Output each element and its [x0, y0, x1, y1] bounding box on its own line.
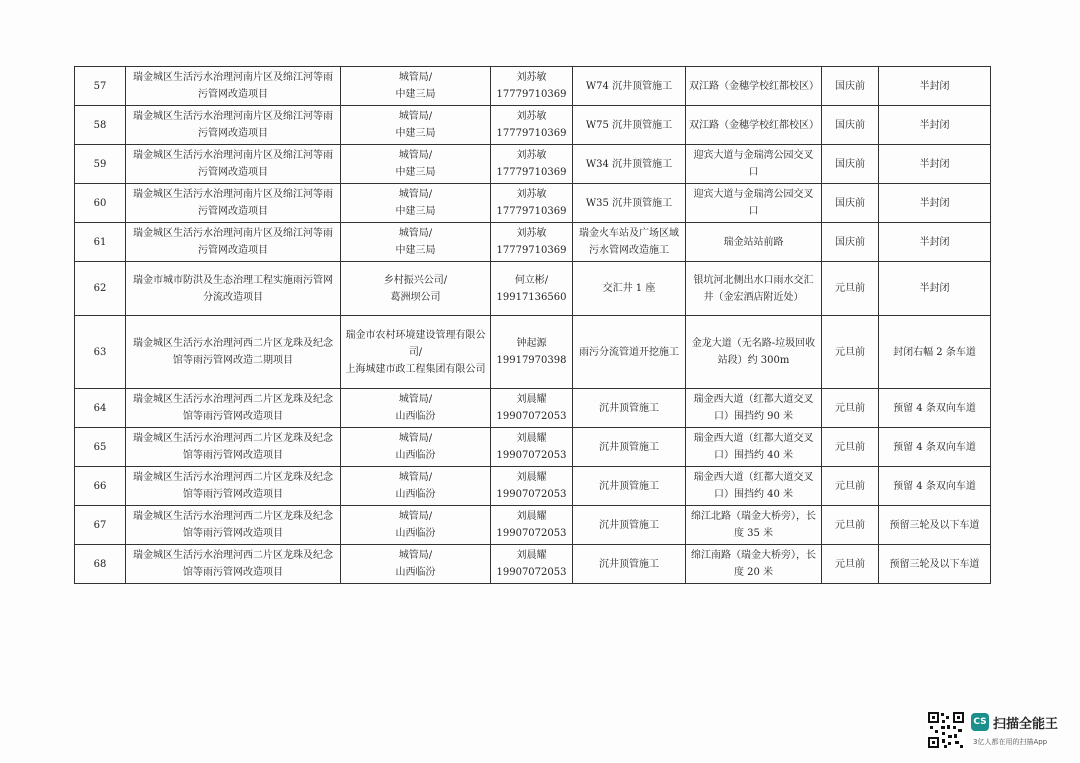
traffic-measure-cell: 预留三轮及以下车道 [879, 545, 991, 584]
completion-time-cell: 元旦前 [822, 545, 879, 584]
completion-time-cell: 元旦前 [822, 506, 879, 545]
work-content-cell: 沉井顶管施工 [573, 545, 686, 584]
completion-time-cell: 元旦前 [822, 316, 879, 389]
contact-person-cell: 刘苏敏 17779710369 [491, 223, 573, 262]
scanner-brand-name: 扫描全能王 [993, 717, 1059, 732]
completion-time-cell: 国庆前 [822, 145, 879, 184]
table-row [75, 428, 991, 467]
construction-schedule-table [74, 66, 991, 584]
location-cell: 金龙大道（无名路-垃圾回收站段）约 300m [686, 316, 822, 389]
scanner-logo-icon: CS [971, 713, 989, 731]
responsible-units-cell: 城管局/ 山西临汾 [341, 389, 491, 428]
responsible-units-cell: 城管局/ 山西临汾 [341, 428, 491, 467]
qr-code-icon [927, 711, 965, 749]
traffic-measure-cell: 半封闭 [879, 67, 991, 106]
traffic-measure-cell: 半封闭 [879, 223, 991, 262]
location-cell: 双江路（金穗学校红都校区） [686, 67, 822, 106]
contact-person-cell: 刘苏敏 17779710369 [491, 67, 573, 106]
completion-time-cell: 元旦前 [822, 467, 879, 506]
table-body [75, 67, 991, 584]
project-name-cell: 瑞金城区生活污水治理河西二片区龙珠及纪念馆等雨污管网改造项目 [126, 545, 341, 584]
contact-person-cell: 何立彬/ 19917136560 [491, 262, 573, 316]
work-content-cell: 瑞金火车站及广场区域污水管网改造施工 [573, 223, 686, 262]
work-content-cell: W75 沉井顶管施工 [573, 106, 686, 145]
completion-time-cell: 国庆前 [822, 223, 879, 262]
row-number-cell: 62 [75, 262, 126, 316]
contact-person-cell: 刘苏敏 17779710369 [491, 184, 573, 223]
location-cell: 瑞金站站前路 [686, 223, 822, 262]
project-name-cell: 瑞金城区生活污水治理河南片区及绵江河等雨污管网改造项目 [126, 106, 341, 145]
contact-person-cell: 刘苏敏 17779710369 [491, 106, 573, 145]
traffic-measure-cell: 预留 4 条双向车道 [879, 389, 991, 428]
table-row [75, 316, 991, 389]
contact-person-cell: 刘晨耀 19907072053 [491, 506, 573, 545]
contact-person-cell: 刘晨耀 19907072053 [491, 545, 573, 584]
responsible-units-cell: 城管局/ 中建三局 [341, 67, 491, 106]
location-cell: 迎宾大道与金瑞湾公园交叉口 [686, 184, 822, 223]
project-name-cell: 瑞金城区生活污水治理河南片区及绵江河等雨污管网改造项目 [126, 184, 341, 223]
project-name-cell: 瑞金城区生活污水治理河西二片区龙珠及纪念馆等雨污管网改造二期项目 [126, 316, 341, 389]
work-content-cell: 沉井顶管施工 [573, 389, 686, 428]
completion-time-cell: 国庆前 [822, 67, 879, 106]
table-row [75, 389, 991, 428]
work-content-cell: W74 沉井顶管施工 [573, 67, 686, 106]
traffic-measure-cell: 预留 4 条双向车道 [879, 467, 991, 506]
traffic-measure-cell: 预留 4 条双向车道 [879, 428, 991, 467]
location-cell: 绵江北路（瑞金大桥旁），长度 35 米 [686, 506, 822, 545]
location-cell: 银坑河北侧出水口雨水交汇井（金宏酒店附近处） [686, 262, 822, 316]
work-content-cell: 沉井顶管施工 [573, 467, 686, 506]
contact-person-cell: 刘苏敏 17779710369 [491, 145, 573, 184]
work-content-cell: 交汇井 1 座 [573, 262, 686, 316]
traffic-measure-cell: 半封闭 [879, 145, 991, 184]
completion-time-cell: 元旦前 [822, 389, 879, 428]
contact-person-cell: 刘晨耀 19907072053 [491, 467, 573, 506]
table-row [75, 145, 991, 184]
table-row [75, 106, 991, 145]
project-name-cell: 瑞金城区生活污水治理河南片区及绵江河等雨污管网改造项目 [126, 145, 341, 184]
project-name-cell: 瑞金城区生活污水治理河西二片区龙珠及纪念馆等雨污管网改造项目 [126, 506, 341, 545]
traffic-measure-cell: 半封闭 [879, 262, 991, 316]
completion-time-cell: 国庆前 [822, 184, 879, 223]
location-cell: 瑞金西大道（红都大道交叉口）围挡约 40 米 [686, 428, 822, 467]
responsible-units-cell: 城管局/ 中建三局 [341, 223, 491, 262]
project-name-cell: 瑞金城区生活污水治理河南片区及绵江河等雨污管网改造项目 [126, 223, 341, 262]
scanner-watermark [927, 711, 1067, 751]
location-cell: 迎宾大道与金瑞湾公园交叉口 [686, 145, 822, 184]
location-cell: 瑞金西大道（红都大道交叉口）围挡约 40 米 [686, 467, 822, 506]
responsible-units-cell: 乡村振兴公司/ 葛洲坝公司 [341, 262, 491, 316]
table-row [75, 67, 991, 106]
table-row [75, 184, 991, 223]
table-row [75, 262, 991, 316]
responsible-units-cell: 城管局/ 中建三局 [341, 145, 491, 184]
responsible-units-cell: 城管局/ 山西临汾 [341, 467, 491, 506]
row-number-cell: 58 [75, 106, 126, 145]
completion-time-cell: 元旦前 [822, 262, 879, 316]
completion-time-cell: 元旦前 [822, 428, 879, 467]
work-content-cell: W35 沉井顶管施工 [573, 184, 686, 223]
project-name-cell: 瑞金城区生活污水治理河西二片区龙珠及纪念馆等雨污管网改造项目 [126, 389, 341, 428]
scanner-tagline: 3亿人都在用的扫描App [973, 738, 1048, 746]
responsible-units-cell: 城管局/ 山西临汾 [341, 506, 491, 545]
project-name-cell: 瑞金城区生活污水治理河西二片区龙珠及纪念馆等雨污管网改造项目 [126, 467, 341, 506]
row-number-cell: 64 [75, 389, 126, 428]
row-number-cell: 57 [75, 67, 126, 106]
contact-person-cell: 钟起源 19917970398 [491, 316, 573, 389]
responsible-units-cell: 城管局/ 山西临汾 [341, 545, 491, 584]
traffic-measure-cell: 半封闭 [879, 184, 991, 223]
row-number-cell: 63 [75, 316, 126, 389]
work-content-cell: 沉井顶管施工 [573, 428, 686, 467]
row-number-cell: 68 [75, 545, 126, 584]
work-content-cell: 沉井顶管施工 [573, 506, 686, 545]
traffic-measure-cell: 封闭右幅 2 条车道 [879, 316, 991, 389]
responsible-units-cell: 城管局/ 中建三局 [341, 184, 491, 223]
traffic-measure-cell: 预留三轮及以下车道 [879, 506, 991, 545]
row-number-cell: 67 [75, 506, 126, 545]
location-cell: 绵江南路（瑞金大桥旁），长度 20 米 [686, 545, 822, 584]
contact-person-cell: 刘晨耀 19907072053 [491, 428, 573, 467]
project-name-cell: 瑞金城区生活污水治理河南片区及绵江河等雨污管网改造项目 [126, 67, 341, 106]
responsible-units-cell: 城管局/ 中建三局 [341, 106, 491, 145]
location-cell: 瑞金西大道（红都大道交叉口）围挡约 90 米 [686, 389, 822, 428]
table-row [75, 545, 991, 584]
row-number-cell: 59 [75, 145, 126, 184]
completion-time-cell: 国庆前 [822, 106, 879, 145]
row-number-cell: 65 [75, 428, 126, 467]
table-row [75, 467, 991, 506]
work-content-cell: W34 沉井顶管施工 [573, 145, 686, 184]
work-content-cell: 雨污分流管道开挖施工 [573, 316, 686, 389]
responsible-units-cell: 瑞金市农村环境建设管理有限公司/ 上海城建市政工程集团有限公司 [341, 316, 491, 389]
table-row [75, 506, 991, 545]
traffic-measure-cell: 半封闭 [879, 106, 991, 145]
row-number-cell: 60 [75, 184, 126, 223]
row-number-cell: 61 [75, 223, 126, 262]
contact-person-cell: 刘晨耀 19907072053 [491, 389, 573, 428]
location-cell: 双江路（金穗学校红都校区） [686, 106, 822, 145]
row-number-cell: 66 [75, 467, 126, 506]
project-name-cell: 瑞金城区生活污水治理河西二片区龙珠及纪念馆等雨污管网改造项目 [126, 428, 341, 467]
table-row [75, 223, 991, 262]
project-name-cell: 瑞金市城市防洪及生态治理工程实施雨污管网分流改造项目 [126, 262, 341, 316]
